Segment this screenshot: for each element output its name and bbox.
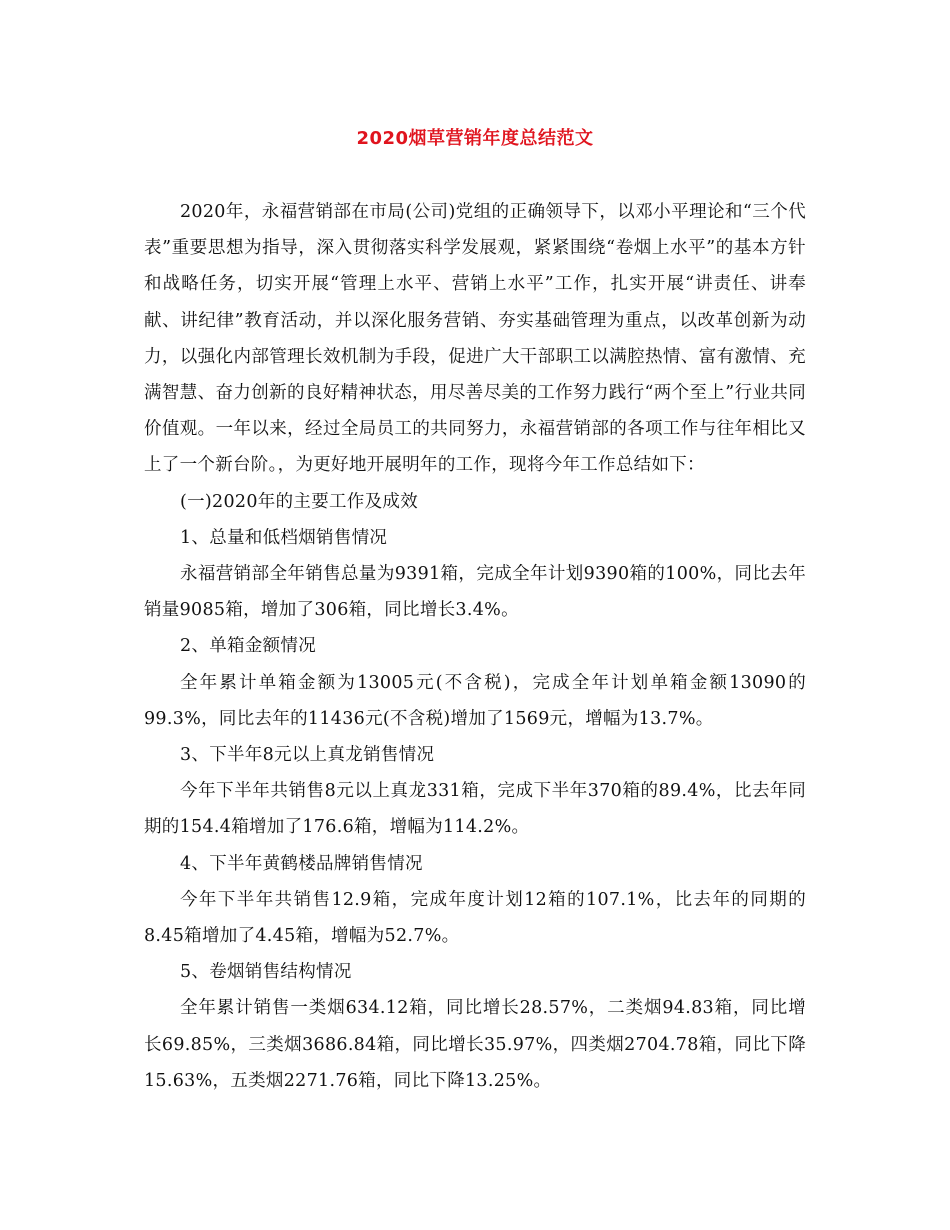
paragraph-unit-amount: 全年累计单箱金额为13005元(不含税)，完成全年计划单箱金额13090的99.3%，同比去年的11436元(不含税)增加了1569元，增幅为13.7%。 xyxy=(144,672,806,729)
subheading-huanghelou-sales: 4、下半年黄鹤楼品牌销售情况 xyxy=(180,853,423,874)
document-title: 2020烟草营销年度总结范文 xyxy=(356,128,594,149)
document-body xyxy=(144,194,806,1099)
paragraph-intro: 2020年，永福营销部在市局(公司)党组的正确领导下，以邓小平理论和“三个代表”重要思想为指导，深入贯彻落实科学发展观，紧紧围绕“卷烟上水平”的基本方针和战略任务，切实开展“管理上水平、营销上水平”工作，扎实开展“讲责任、讲奉献、讲纪律”教育活动，并以深化服务营销、夯实基础管理为重点，以改革创新为动力，以强化内部管理长效机制为手段，促进广大干部职工以满腔热情、富有激情、充满智慧、奋力创新的良好精神状态，用尽善尽美的工作努力践行“两个至上”行业共同价值观。一年以来，经过全局员工的共同努力，永福营销部的各项工作与往年相比又上了一个新台阶。，为更好地开展明年的工作，现将今年工作总结如下： xyxy=(144,202,806,476)
section-heading-main-work: (一)2020年的主要工作及成效 xyxy=(180,491,418,512)
paragraph-zhenlong-sales: 今年下半年共销售8元以上真龙331箱，完成下半年370箱的89.4%，比去年同期的154.4箱增加了176.6箱，增幅为114.2%。 xyxy=(144,781,806,838)
subheading-total-sales: 1、总量和低档烟销售情况 xyxy=(180,527,388,548)
paragraph-total-sales: 永福营销部全年销售总量为9391箱，完成全年计划9390箱的100%，同比去年销量9085箱，增加了306箱，同比增长3.4%。 xyxy=(144,564,806,621)
paragraph-sales-structure: 全年累计销售一类烟634.12箱，同比增长28.57%，二类烟94.83箱，同比增长69.85%，三类烟3686.84箱，同比增长35.97%，四类烟2704.78箱，同比下降15.63%，五类烟2271.76箱，同比下降13.25%。 xyxy=(144,998,806,1091)
subheading-sales-structure: 5、卷烟销售结构情况 xyxy=(180,962,352,983)
subheading-unit-amount: 2、单箱金额情况 xyxy=(180,636,317,657)
paragraph-huanghelou-sales: 今年下半年共销售12.9箱，完成年度计划12箱的107.1%，比去年的同期的8.45箱增加了4.45箱，增幅为52.7%。 xyxy=(144,889,806,947)
subheading-zhenlong-sales: 3、下半年8元以上真龙销售情况 xyxy=(180,745,435,766)
